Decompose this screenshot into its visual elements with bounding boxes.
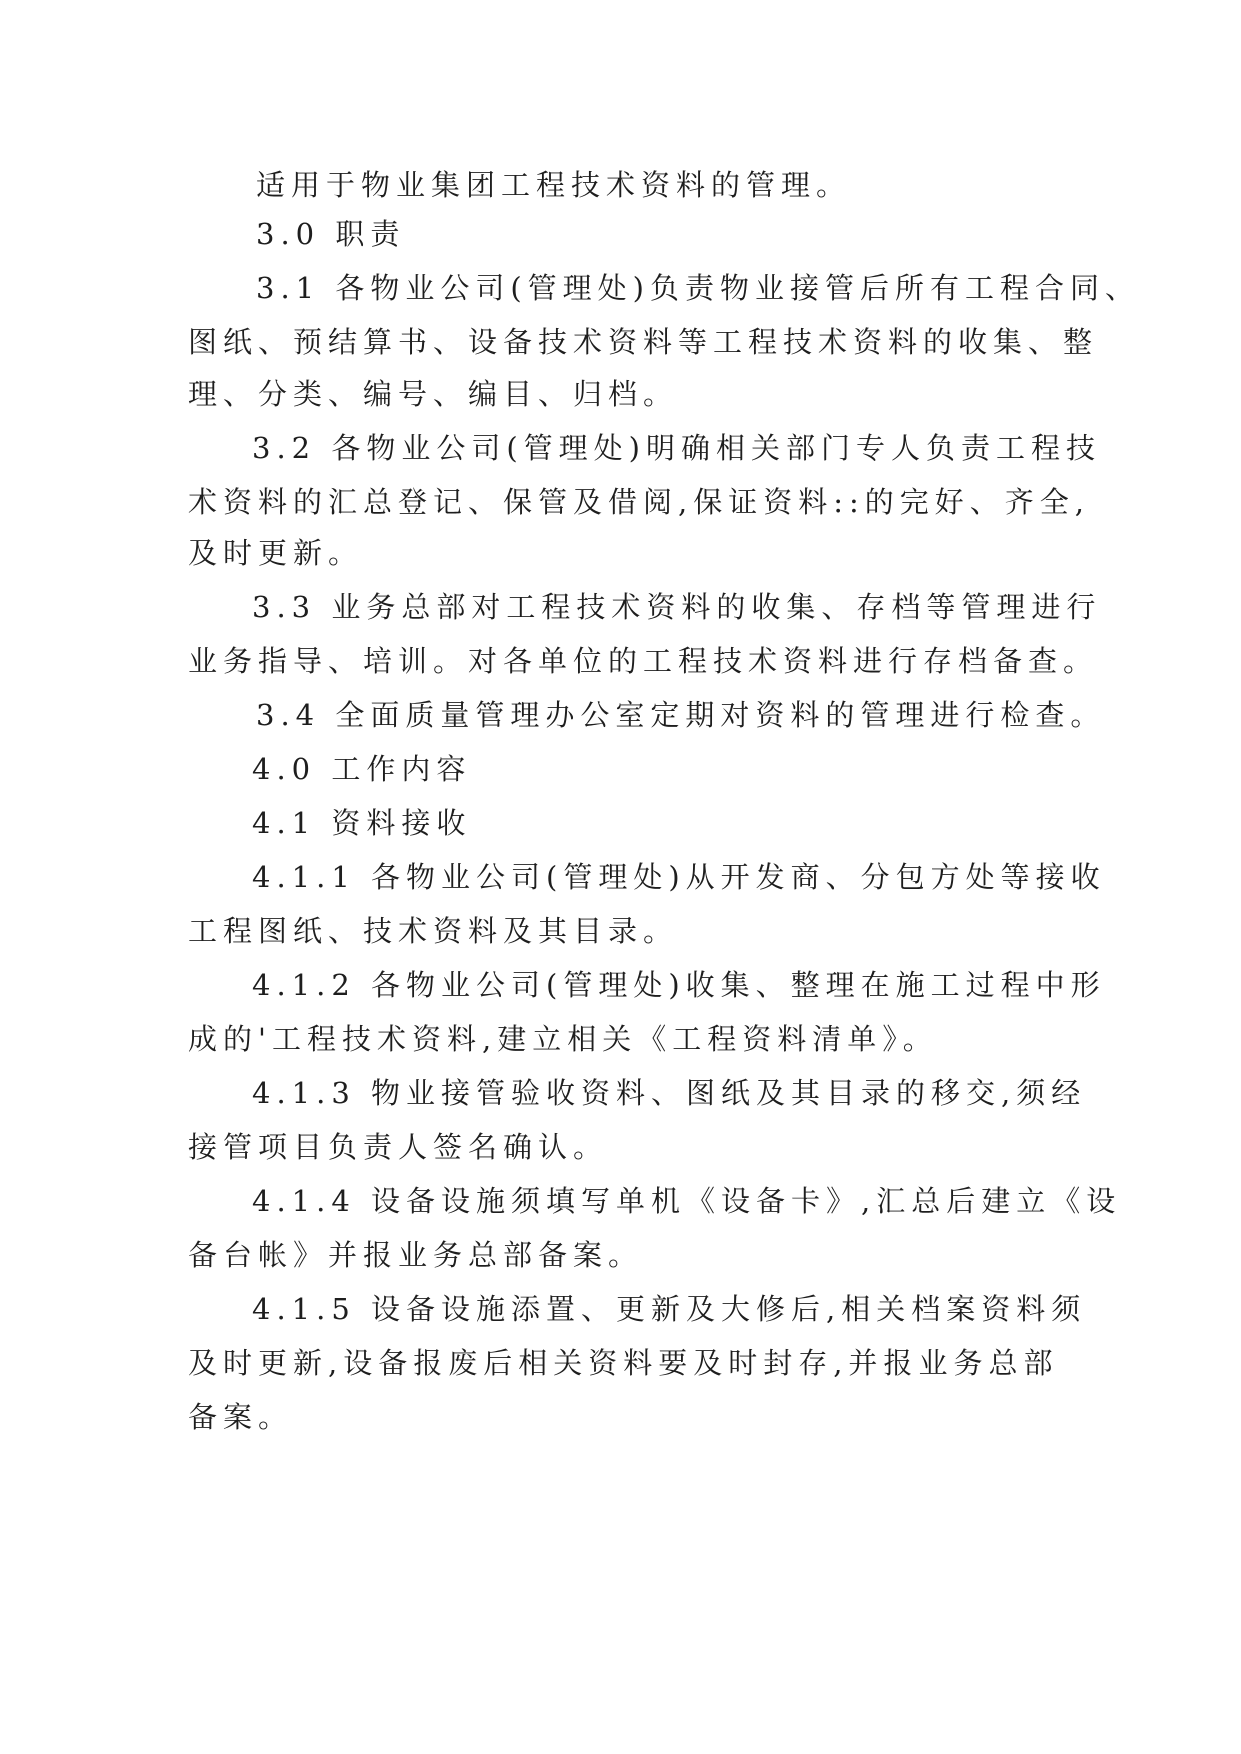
text-line: 4.1.5 设备设施添置、更新及大修后,相关档案资料须 [252, 1292, 1087, 1326]
text-line: 工程图纸、技术资料及其目录。 [188, 914, 679, 948]
text-line: 术资料的汇总登记、保管及借阅,保证资料::的完好、齐全, [188, 485, 1090, 519]
text-line: 4.1.3 物业接管验收资料、图纸及其目录的移交,须经 [252, 1076, 1087, 1110]
text-line: 3.4 全面质量管理办公室定期对资料的管理进行检查。 [256, 698, 1106, 732]
section-heading: 4.0 工作内容 [252, 752, 472, 786]
section-heading: 4.1 资料接收 [252, 806, 472, 840]
text-line: 4.1.4 设备设施须填写单机《设备卡》,汇总后建立《设 [252, 1184, 1122, 1218]
text-line: 备案。 [188, 1400, 294, 1434]
text-line: 及时更新,设备报废后相关资料要及时封存,并报业务总部 [188, 1346, 1059, 1380]
text-line: 3.1 各物业公司(管理处)负责物业接管后所有工程合同、 [256, 271, 1140, 305]
text-line: 理、分类、编号、编目、归档。 [188, 377, 679, 411]
text-line: 及时更新。 [188, 536, 364, 570]
text-line: 接管项目负责人签名确认。 [188, 1130, 609, 1164]
text-line: 3.2 各物业公司(管理处)明确相关部门专人负责工程技 [252, 431, 1101, 465]
section-heading: 3.0 职责 [256, 217, 406, 251]
text-line: 业务指导、培训。对各单位的工程技术资料进行存档备查。 [188, 644, 1099, 678]
text-line: 适用于物业集团工程技术资料的管理。 [256, 168, 852, 202]
text-line: 成的'工程技术资料,建立相关《工程资料清单》。 [188, 1022, 938, 1056]
text-line: 4.1.2 各物业公司(管理处)收集、整理在施工过程中形 [252, 968, 1106, 1002]
text-line: 3.3 业务总部对工程技术资料的收集、存档等管理进行 [252, 590, 1102, 624]
text-line: 图纸、预结算书、设备技术资料等工程技术资料的收集、整 [188, 325, 1099, 359]
text-line: 4.1.1 各物业公司(管理处)从开发商、分包方处等接收 [252, 860, 1106, 894]
text-line: 备台帐》并报业务总部备案。 [188, 1238, 644, 1272]
